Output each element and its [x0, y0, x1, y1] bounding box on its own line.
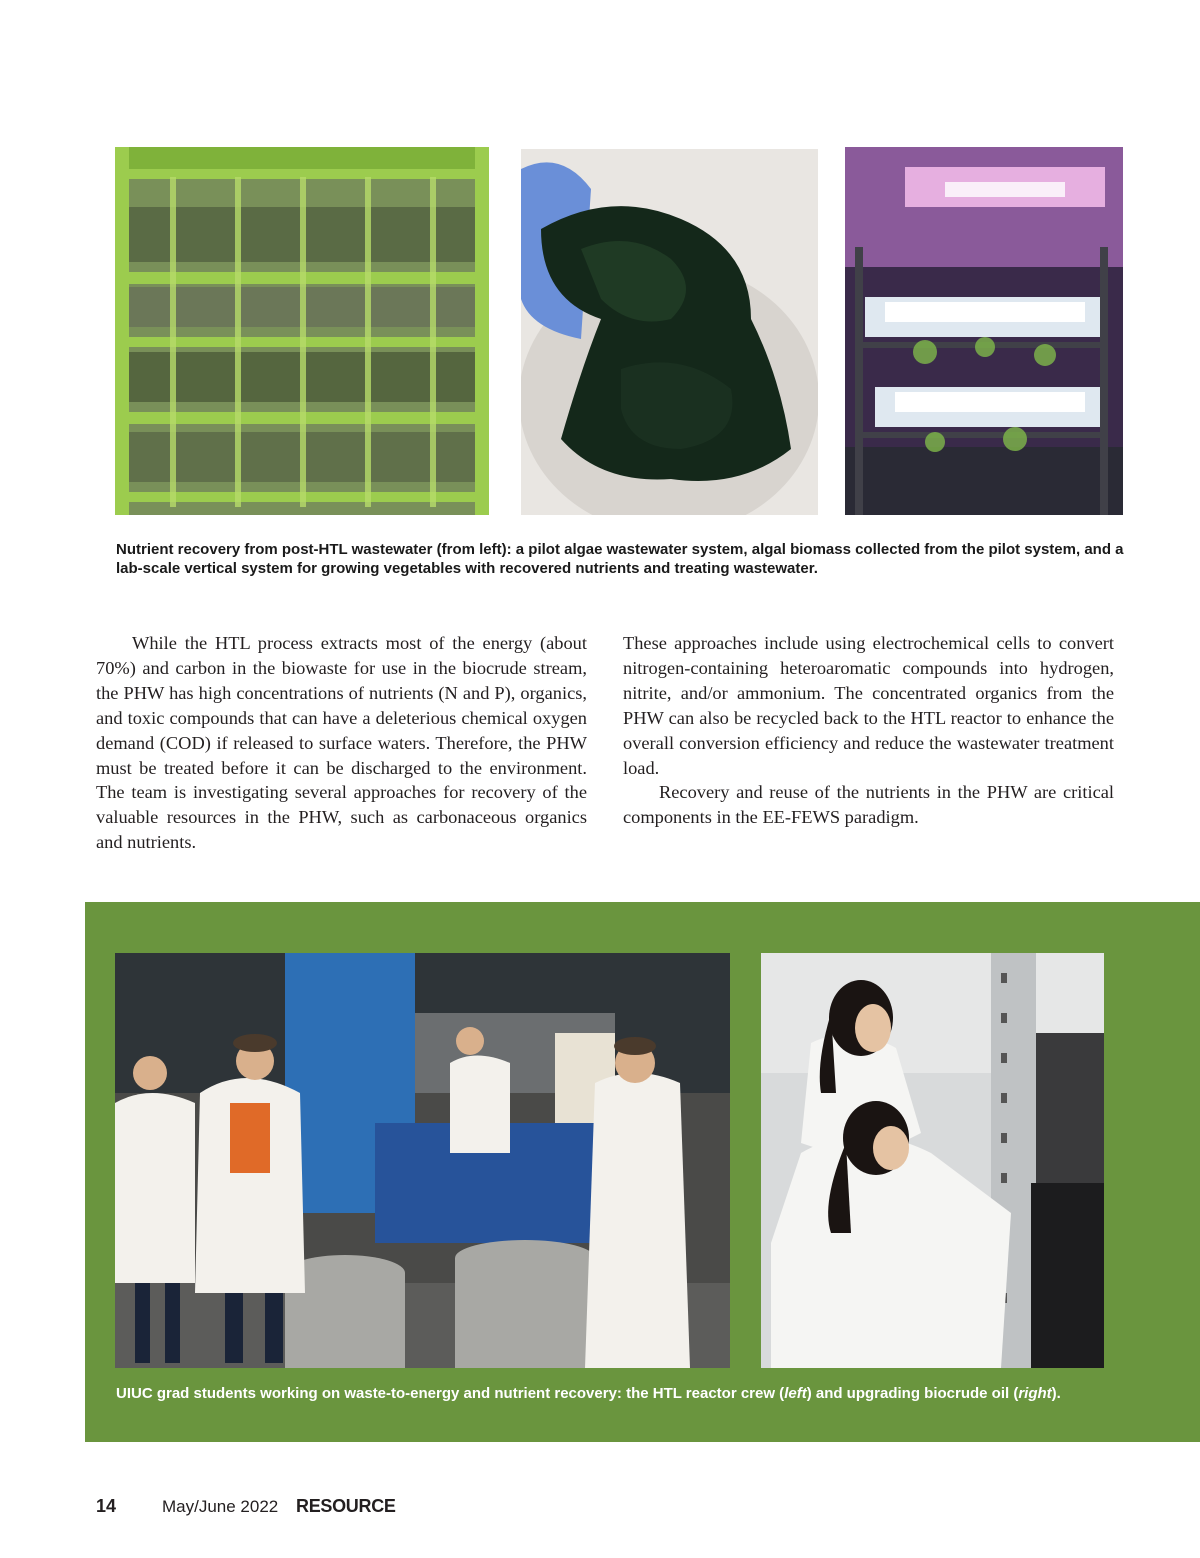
bottom-photo-caption	[116, 1384, 1186, 1403]
issue-date: May/June 2022	[162, 1497, 279, 1516]
page-footer	[96, 1496, 396, 1520]
body-paragraph: These approaches include using electrochemical cells to convert nitrogen-containing heteroaromatic compounds into hydrogen, nitrite, and/or ammonium. The concentrated organics from the PHW can also be recycled back to the HTL reactor to enhance the overall conversion efficiency and reduce the wastewater treatment load.	[623, 633, 1114, 778]
photo-algae-wastewater-system	[115, 147, 489, 515]
body-column-right	[623, 631, 1114, 830]
photo-upgrading-biocrude	[761, 953, 1104, 1368]
top-photo-caption: Nutrient recovery from post-HTL wastewater (from left): a pilot algae wastewater system, algal biomass collected from the pilot system, and a lab-scale vertical system for growing vegetables with recovered nutrients and treating wastewater.	[116, 541, 1124, 577]
caption-text: ) and upgrading biocrude oil (	[806, 1385, 1019, 1402]
caption-text: ).	[1051, 1385, 1061, 1402]
page-number: 14	[96, 1496, 117, 1516]
caption-text: UIUC grad students working on waste-to-energy and nutrient recovery: the HTL reactor crew (	[116, 1385, 785, 1402]
body-paragraph: While the HTL process extracts most of the energy (about 70%) and carbon in the biowaste for use in the biocrude stream, the PHW has high concentrations of nutrients (N and P), organics, and toxic compounds that can have a deleterious chemical oxygen demand (COD) if released to surface waters. Therefore, the PHW must be treated before it can be discharged to the environment. The team is investigating several approaches for recovery of the valuable resources in the PHW, such as carbonaceous organics and nutrients.	[96, 633, 587, 853]
photo-vertical-growing-system	[845, 147, 1123, 515]
caption-emphasis-right: right	[1018, 1385, 1052, 1402]
body-column-left	[96, 631, 587, 855]
caption-emphasis-left: left	[784, 1385, 807, 1402]
publication-name: RESOURCE	[296, 1496, 396, 1516]
body-paragraph: Recovery and reuse of the nutrients in the PHW are critical components in the EE-FEWS paradigm.	[623, 782, 1114, 828]
photo-htl-reactor-crew	[115, 953, 730, 1368]
photo-algal-biomass	[521, 149, 818, 515]
